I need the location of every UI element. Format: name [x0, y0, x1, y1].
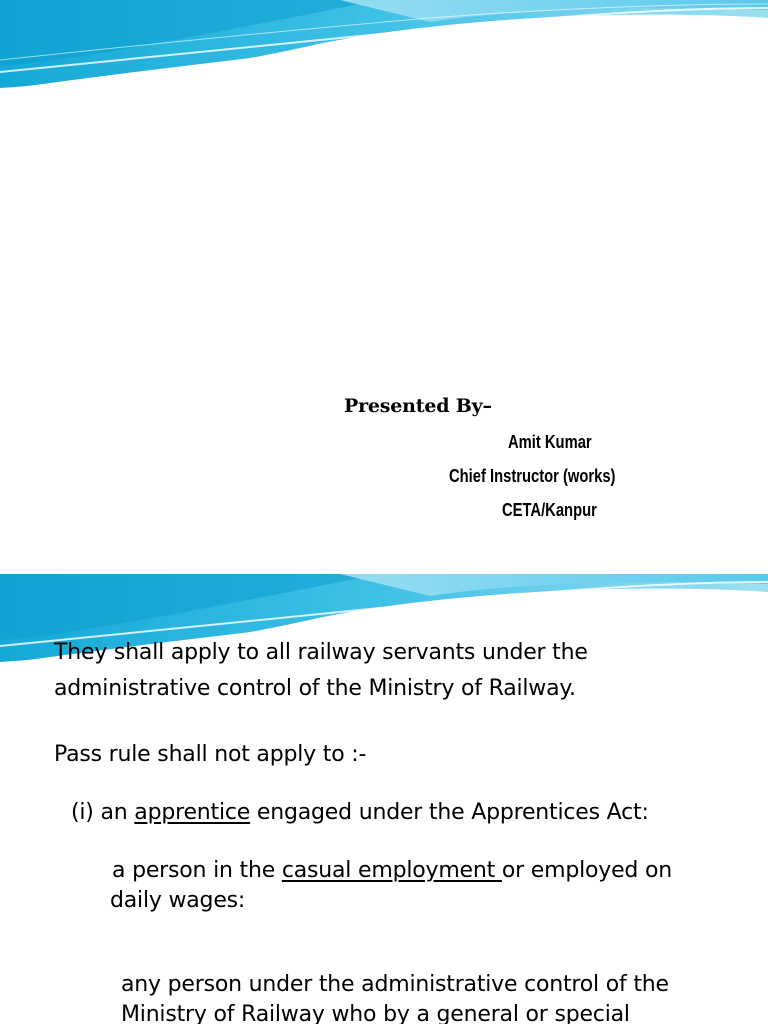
presenter-organization: CETA/Kanpur — [502, 500, 597, 520]
underlined-term: casual employment — [281, 858, 502, 883]
paragraph-line: daily wages: — [110, 888, 246, 913]
presented-by-heading: Presented By– — [344, 395, 492, 417]
presenter-title: Chief Instructor (works) — [449, 466, 616, 486]
list-item-suffix: engaged under the Apprentices Act: — [250, 800, 649, 825]
paragraph-line: Ministry of Railway who by a general or special — [121, 1002, 630, 1024]
list-item — [71, 800, 649, 825]
paragraph-line: administrative control of the Ministry of Railway. — [54, 676, 576, 701]
list-item-prefix: (i) an — [71, 800, 135, 825]
underlined-term: apprentice — [134, 800, 251, 825]
content-slide — [0, 574, 768, 1024]
paragraph-line: They shall apply to all railway servants under the — [54, 640, 588, 665]
list-item-prefix: a person in the — [112, 858, 282, 883]
presenter-name: Amit Kumar — [508, 432, 592, 452]
list-item-suffix: or employed on — [501, 858, 672, 883]
list-item — [112, 858, 672, 883]
paragraph-line: Pass rule shall not apply to :- — [54, 742, 367, 767]
header-wave-decoration — [0, 0, 768, 90]
paragraph-line: any person under the administrative control of the — [121, 972, 669, 997]
